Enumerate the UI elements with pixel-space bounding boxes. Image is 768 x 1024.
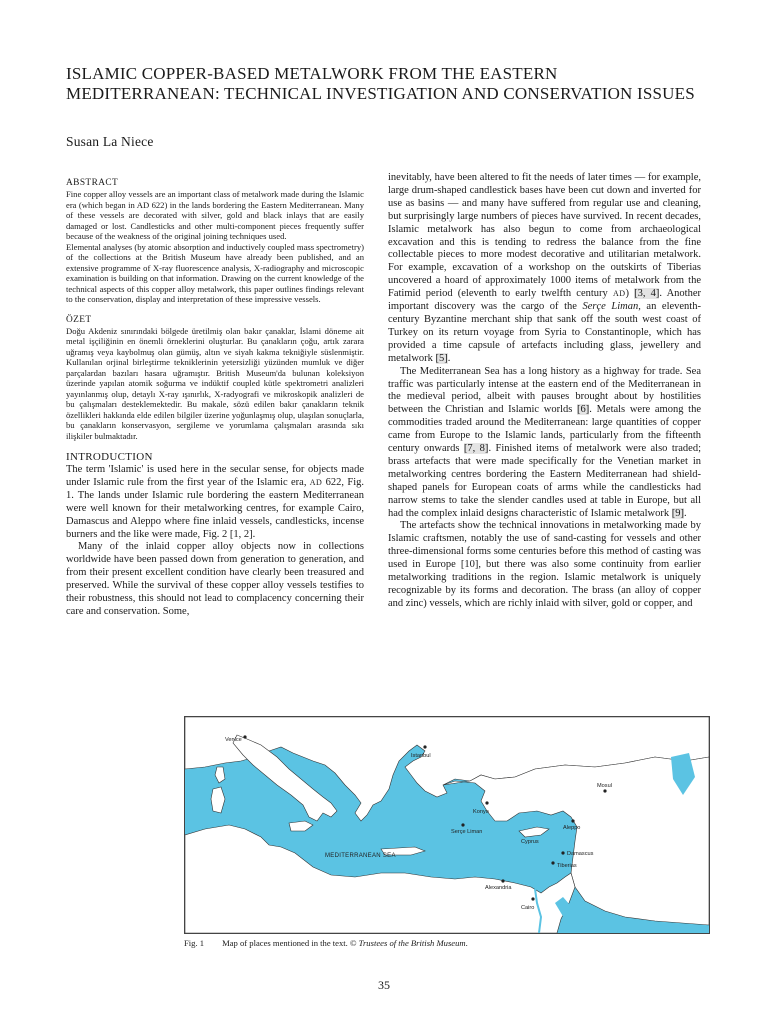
label-cairo: Cairo	[521, 905, 535, 911]
page-number: 35	[378, 978, 390, 992]
label-istanbul: Istanbul	[411, 753, 431, 759]
reference-link: [6]	[577, 404, 590, 416]
introduction-heading: INTRODUCTION	[66, 451, 153, 463]
map-figure	[184, 716, 710, 934]
label-damascus: Damascus	[567, 851, 594, 857]
reference-link: [9]	[671, 507, 684, 519]
paper-title: ISLAMIC COPPER-BASED METALWORK FROM THE EASTERN MEDITERRANEAN: TECHNICAL INVESTIGATION AND CONSERVATION ISSUES	[66, 64, 695, 103]
label-alexandria: Alexandria	[485, 885, 512, 891]
figure-caption: Fig. 1 Map of places mentioned in the text. © Trustees of the British Museum.	[184, 938, 468, 948]
label-aleppo: Aleppo	[563, 825, 581, 831]
label-serce-liman: Serçe Liman	[451, 829, 483, 835]
reference-link: [5]	[435, 352, 448, 364]
mediterranean-map	[185, 717, 709, 933]
right-paragraph-3: The artefacts show the technical innovations in metalworking made by Islamic craftsmen, notably the use of sand-casting for vessels and other three-dimensional forms some centuries before this method of casting was used in Europe [10], but there was also some continuity from earlier metalworking traditions in the region. Islamic metalwork is uniquely recognizable by its forms and decoration. The brass (an alloy of copper and zinc) vessels, which are richly inlaid with silver, gold or copper, and	[388, 520, 701, 609]
label-cyprus: Cyprus	[521, 839, 539, 845]
ozet-heading: ÖZET	[66, 314, 92, 325]
abstract-heading: ABSTRACT	[66, 178, 119, 188]
right-paragraph-2: The Mediterranean Sea has a long history as a highway for trade. Sea traffic was particularly intense at the eastern end of the Mediterranean in the medieval period, albeit with pauses brought about by hostilities between the Christian and Islamic worlds [6]. Metals were among the commodities traded around the Mediterranean: large quantities of copper came from Europe to the Islamic lands, particularly from the fifteenth century onwards [7, 8]. Finished items of metalwork were also traded; brass artefacts that were made specifically for the Venetian market in metalworking centres bordering the Eastern Mediterranean had shield-shaped panels for European coats of arms while the candlesticks had narrow stems to take the slender candles used at table in Europe, but all had the complex inlaid designs characteristic of Islamic metalwork [9].	[388, 365, 701, 519]
right-paragraph-1: inevitably, have been altered to fit the needs of later times — for example, large drum-shaped candlestick bases have been cut down and inverted for use as basins — and many have suffered from regular use and cleaning, but surprisingly large numbers of pieces have survived. In recent decades, Islamic metalwork has also begun to come from archaeological excavation and this is tending to redress the balance from the fine collectable pieces to more modest decorative and utilitarian metalwork. For example, excavation of a workshop on the outskirts of Tiberias uncovered a hoard of approximately 1000 items of metalwork from the Fatimid period (eleventh to early twelfth century AD) [3, 4]. Another important discovery was the cargo of the Serçe Liman, an eleventh-century Byzantine merchant ship that sank off the south west coast of Turkey on its return voyage from Syria to Constantinople, which has provided a time capsule of artefacts including glass, jewellery and metalwork [5].	[388, 172, 702, 364]
label-mosul: Mosul	[597, 783, 612, 789]
ozet-paragraph: Doğu Akdeniz sınırındaki bölgede üretilmiş olan bakır çanaklar, İslami döneme ait metal işçiliğinin en önemli örneklerini oluşturlar. Bu çanakların çoğu, artık zarara uğramış veya kaybolmuş olan gümüş, altın ve siyah kakma tekniğiyle süslenmiştir. Kullanılan orjinal birleştirme tekniklerinin yetersizliği yüzünden mumluk ve diğer parçalardan bazıları hasara uğramıştır. British Museum'da bulunan koleksiyon üzerinde yapılan atomik soğurma ve indüktif coupled kütle spektrometri analizleri yayınlanmış olup, detaylı X-ray ışınırlık, X-radyografi ve mikroskopik analizleri de bu çalışmaları desteklemektedir. Bu makale, sözü edilen bakır çanakların teknik özellikleri hakkında elde edilen bilgiler üzerine yoğunlaşmış olup, ulaşılan sonuçlarla, bu çanakların konservasyon, sergileme ve yorumlama çalışmaları arasında sıkı ilişkiler bulmaktadır.	[66, 325, 364, 441]
author-name: Susan La Niece	[66, 134, 154, 149]
introduction-paragraph-1: The term 'Islamic' is used here in the secular sense, for objects made under Islamic rule from the first year of the Islamic era, AD 622, Fig. 1. The lands under Islamic rule bordering the eastern Mediterranean were well known for their metalworking centres, for example Cairo, Damascus and Aleppo where fine inlaid vessels, candlesticks, incense burners and the like were made, Fig. 2 [1, 2].	[66, 464, 364, 540]
caption-number: Fig. 1	[184, 938, 205, 948]
abstract-paragraph-2: Elemental analyses (by atomic absorption and inductively coupled mass spectrometry) of the collections at the British Museum have already been published, and an extensive programme of X-ray fluorescence analysis, X-radiography and microscopic examination is building on that information. Drawing on the current knowledge of the technical aspects of this copper alloy metalwork, this paper outlines findings relevant to the conservation, display and interpretation of these impressive vessels.	[66, 241, 364, 304]
label-mediterranean-sea: MEDITERRANEAN SEA	[325, 853, 396, 859]
label-konya: Konya	[473, 809, 489, 815]
right-column	[388, 172, 701, 611]
label-tiberias: Tiberias	[557, 863, 577, 869]
label-venice: Venice	[225, 737, 242, 743]
left-column	[66, 178, 364, 619]
reference-link: [3, 4]	[634, 288, 660, 300]
reference-link: [7, 8]	[463, 443, 489, 455]
abstract-paragraph-1: Fine copper alloy vessels are an important class of metalwork made during the Islamic era (which began in AD 622) in the lands bordering the Eastern Mediterranean. Many of these vessels are decorated with silver, gold and black inlays that are easily damaged or lost. Candlesticks and other multi-component pieces frequently suffer because of the weakness of the original joining techniques used.	[66, 189, 364, 241]
introduction-paragraph-2: Many of the inlaid copper alloy objects now in collections worldwide have been passed down from generation to generation, and from their present excellent condition have clearly been treasured and preserved. While the survival of these copper alloy vessels testifies to their robustness, this should not lead to complacency concerning their care and conservation. Some,	[66, 541, 364, 617]
